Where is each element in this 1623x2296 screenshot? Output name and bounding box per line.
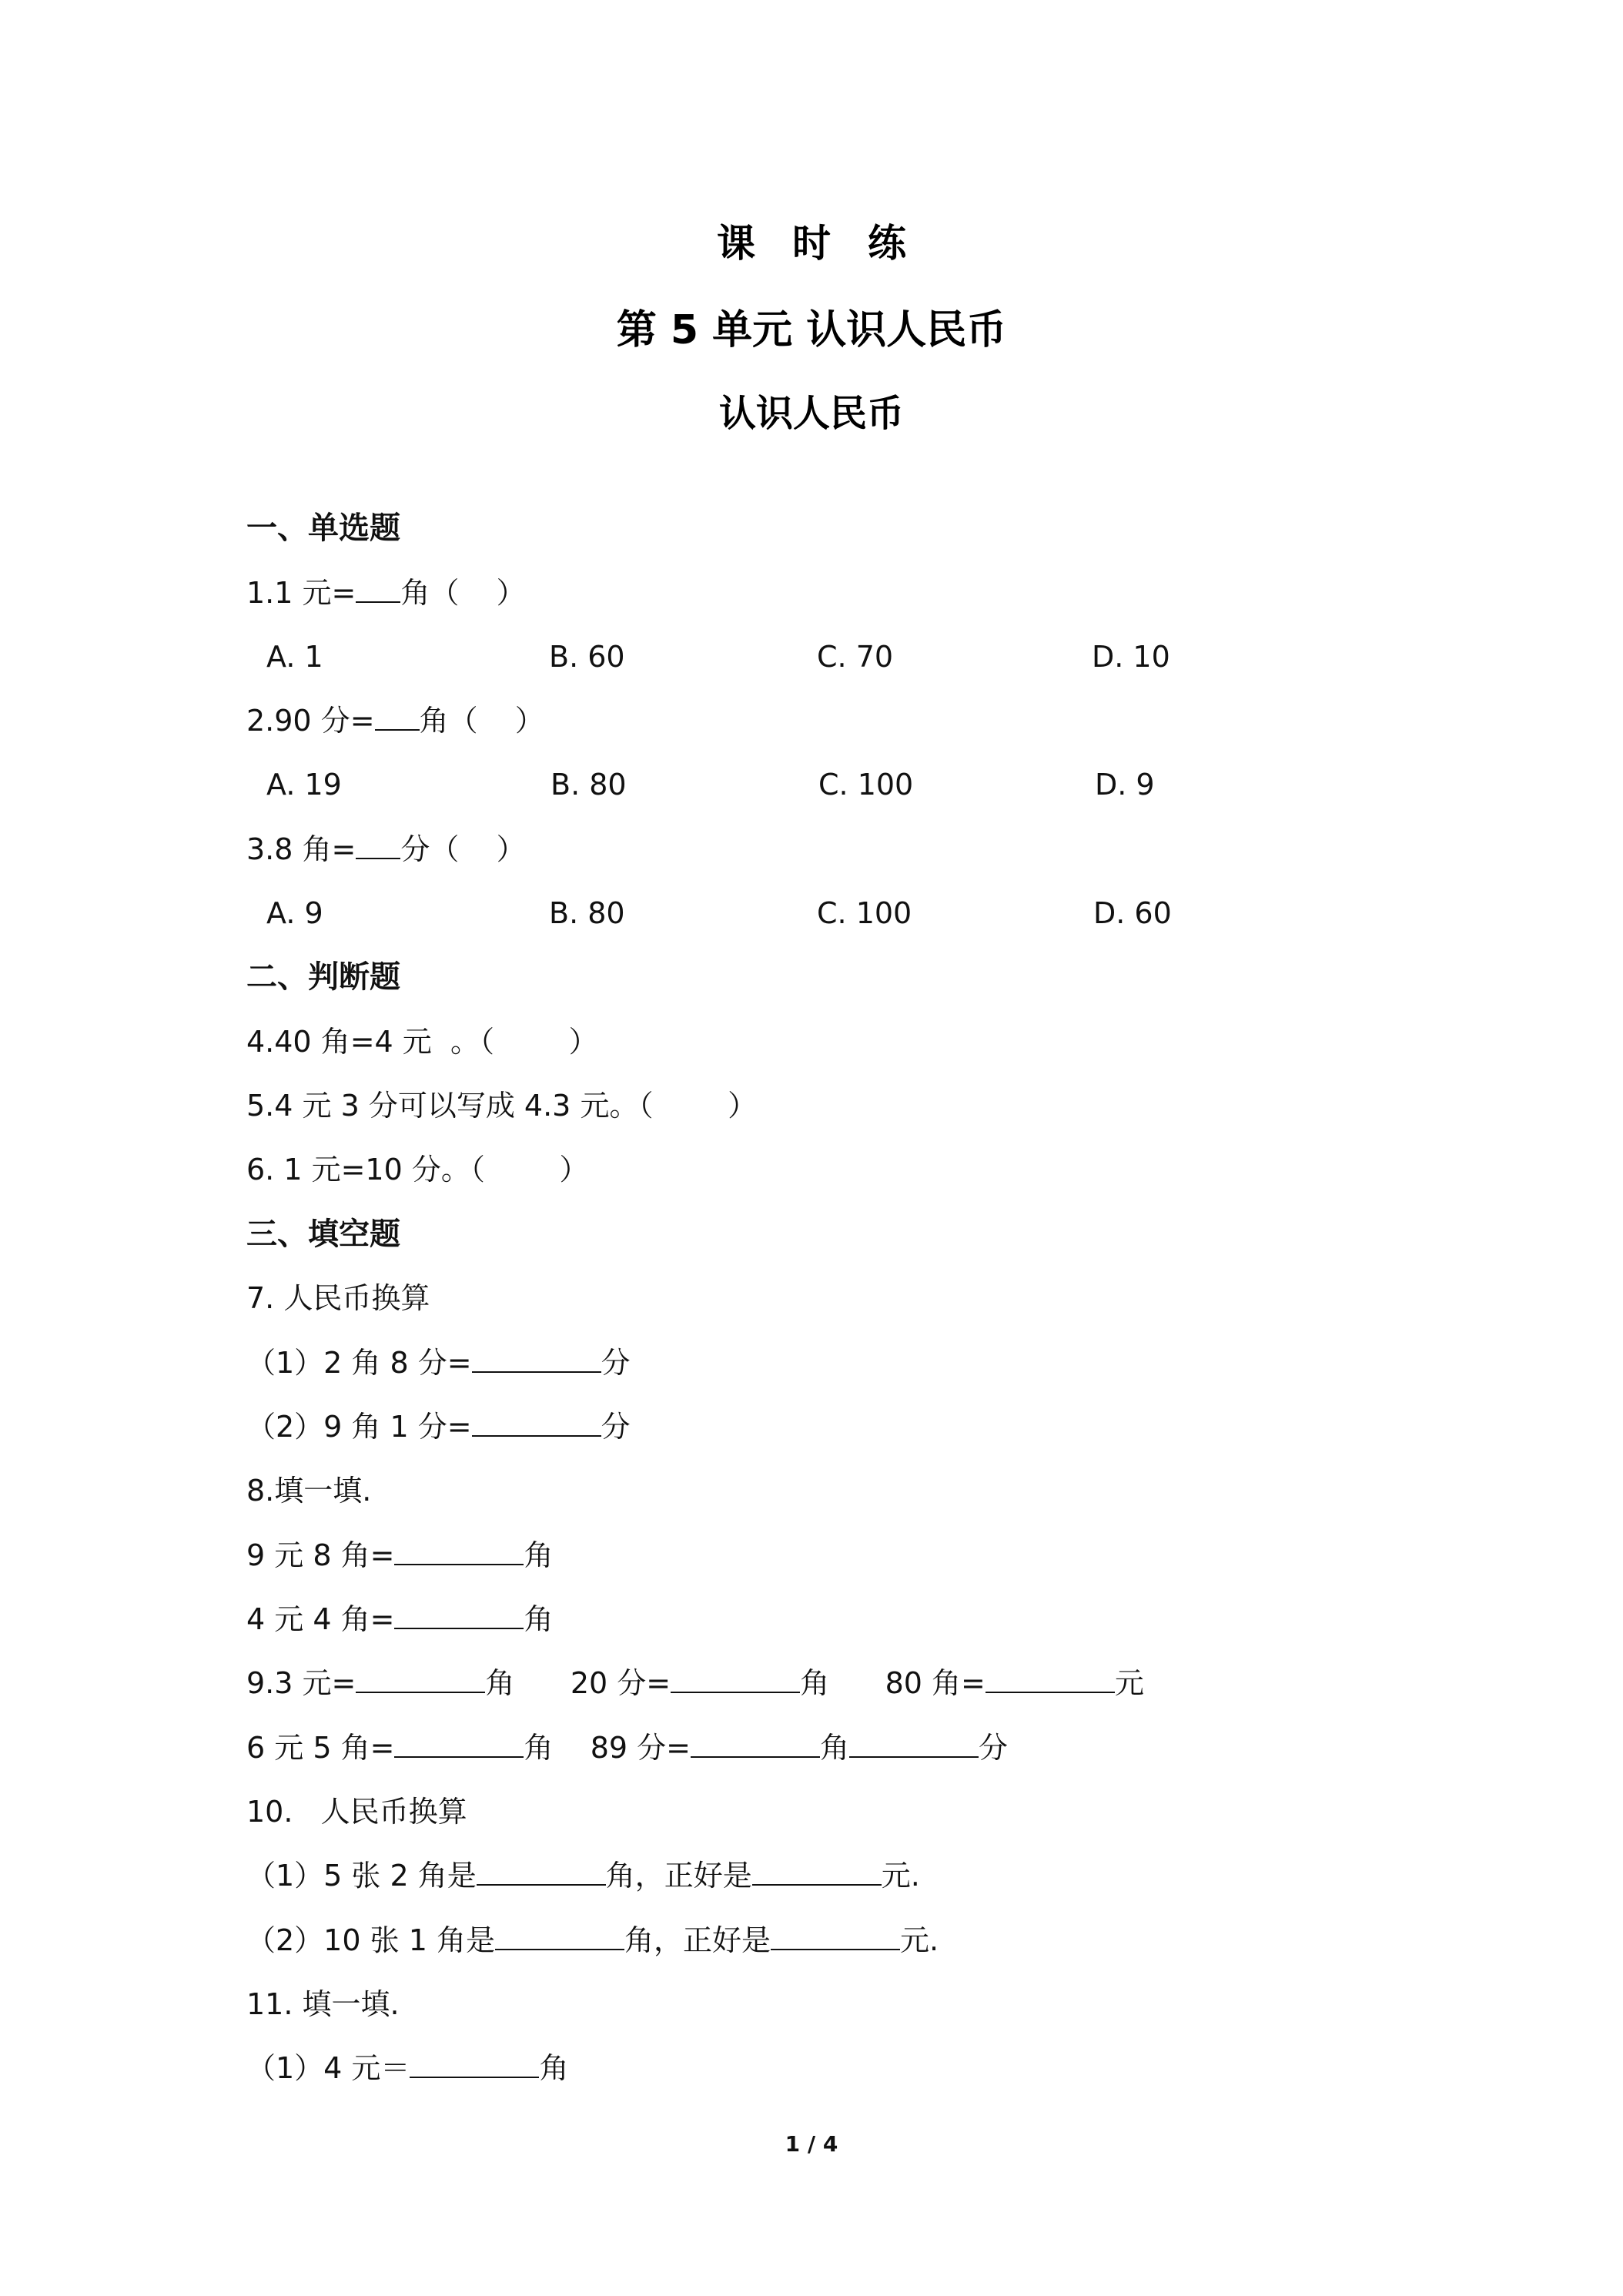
q3-option-c[interactable]: C. 100 — [817, 896, 912, 930]
q1-option-a[interactable]: A. 1 — [266, 640, 323, 674]
q9-text: 角 89 分= — [524, 1731, 691, 1765]
q1-text-end: 角（ ） — [400, 576, 526, 610]
q2-option-d[interactable]: D. 9 — [1095, 768, 1155, 802]
answer-blank[interactable] — [356, 1665, 485, 1693]
q3-option-b[interactable]: B. 80 — [549, 896, 625, 930]
q2-option-b[interactable]: B. 80 — [550, 768, 627, 802]
q11a-text: （1）4 元＝ — [246, 2051, 410, 2085]
question-8-title: 8.填一填. — [246, 1474, 372, 1508]
q10b-unit: 元. — [899, 1923, 939, 1957]
q9-text: 6 元 5 角= — [246, 1731, 395, 1765]
question-7-title: 7. 人民币换算 — [246, 1281, 430, 1315]
q10a-unit: 元. — [881, 1859, 920, 1893]
question-5: 5.4 元 3 分可以写成 4.3 元。（ ） — [246, 1089, 758, 1123]
answer-blank[interactable] — [375, 703, 420, 731]
answer-blank[interactable] — [477, 1858, 606, 1886]
answer-blank[interactable] — [691, 1730, 820, 1758]
q3-text: 3.8 角= — [246, 832, 356, 866]
question-1 — [246, 570, 526, 616]
q9-text: 角 80 角= — [800, 1666, 986, 1700]
question-2 — [246, 698, 544, 744]
question-11-title: 11. 填一填. — [246, 1987, 400, 2021]
q11a-unit: 角 — [539, 2051, 569, 2085]
q2-text-end: 角（ ） — [419, 704, 544, 738]
section-heading: 三、填空题 — [246, 1217, 400, 1252]
question-8-part-2 — [246, 1596, 553, 1642]
q9-text: 9.3 元= — [246, 1666, 356, 1700]
q9-text: 角 20 分= — [485, 1666, 671, 1700]
question-3 — [246, 826, 526, 872]
answer-blank[interactable] — [472, 1345, 601, 1373]
question-10-part-2 — [246, 1917, 939, 1963]
answer-blank[interactable] — [394, 1730, 524, 1758]
q1-option-c[interactable]: C. 70 — [817, 640, 894, 674]
q8b-text: 4 元 4 角= — [246, 1602, 395, 1636]
q9-text: 角 — [820, 1731, 850, 1765]
lesson-title: 认识人民币 — [718, 392, 904, 435]
question-9-line-2 — [246, 1725, 1008, 1771]
section-heading: 一、单选题 — [246, 510, 400, 546]
q1-option-b[interactable]: B. 60 — [549, 640, 625, 674]
answer-blank[interactable] — [394, 1538, 524, 1565]
doc-title: 课时练 — [717, 221, 943, 266]
answer-blank[interactable] — [849, 1730, 979, 1758]
q10a-text: （1）5 张 2 角是 — [246, 1859, 477, 1893]
q1-option-d[interactable]: D. 10 — [1092, 640, 1170, 674]
answer-blank[interactable] — [495, 1923, 624, 1950]
answer-blank[interactable] — [394, 1602, 524, 1629]
q8a-text: 9 元 8 角= — [246, 1538, 395, 1572]
q3-text-end: 分（ ） — [400, 832, 526, 866]
question-7-part-2 — [246, 1404, 631, 1450]
q3-option-d[interactable]: D. 60 — [1093, 896, 1172, 930]
question-8-part-1 — [246, 1532, 553, 1578]
q7b-text: （2）9 角 1 分= — [246, 1410, 472, 1444]
question-11-part-1 — [246, 2045, 568, 2091]
section-heading: 二、判断题 — [246, 959, 400, 995]
q10b-mid: 角，正好是 — [624, 1923, 771, 1957]
question-10-title: 10. 人民币换算 — [246, 1795, 467, 1829]
answer-blank[interactable] — [356, 575, 400, 603]
q7b-unit: 分 — [601, 1410, 631, 1444]
q8b-unit: 角 — [524, 1602, 554, 1636]
q9-text: 分 — [979, 1731, 1009, 1765]
answer-blank[interactable] — [356, 832, 400, 859]
question-10-part-1 — [246, 1853, 920, 1899]
q10b-text: （2）10 张 1 角是 — [246, 1923, 495, 1957]
question-9-line-1 — [246, 1660, 1144, 1706]
question-6: 6. 1 元=10 分。（ ） — [246, 1153, 589, 1186]
page-number: 1 / 4 — [785, 2131, 838, 2157]
q1-text: 1.1 元= — [246, 576, 356, 610]
answer-blank[interactable] — [472, 1409, 601, 1437]
question-4: 4.40 角=4 元 。（ ） — [246, 1025, 598, 1059]
answer-blank[interactable] — [771, 1923, 900, 1950]
q2-text: 2.90 分= — [246, 704, 375, 738]
q7a-unit: 分 — [601, 1346, 631, 1380]
q2-option-c[interactable]: C. 100 — [818, 768, 914, 802]
question-7-part-1 — [246, 1340, 631, 1386]
answer-blank[interactable] — [410, 2050, 539, 2078]
answer-blank[interactable] — [671, 1665, 800, 1693]
q9-text: 元 — [1114, 1666, 1144, 1700]
q7a-text: （1）2 角 8 分= — [246, 1346, 472, 1380]
q3-option-a[interactable]: A. 9 — [266, 896, 323, 930]
q10a-mid: 角，正好是 — [605, 1859, 752, 1893]
unit-title: 第 5 单元 认识人民币 — [616, 307, 1007, 353]
q2-option-a[interactable]: A. 19 — [266, 768, 342, 802]
q8a-unit: 角 — [524, 1538, 554, 1572]
answer-blank[interactable] — [986, 1665, 1115, 1693]
answer-blank[interactable] — [752, 1858, 882, 1886]
